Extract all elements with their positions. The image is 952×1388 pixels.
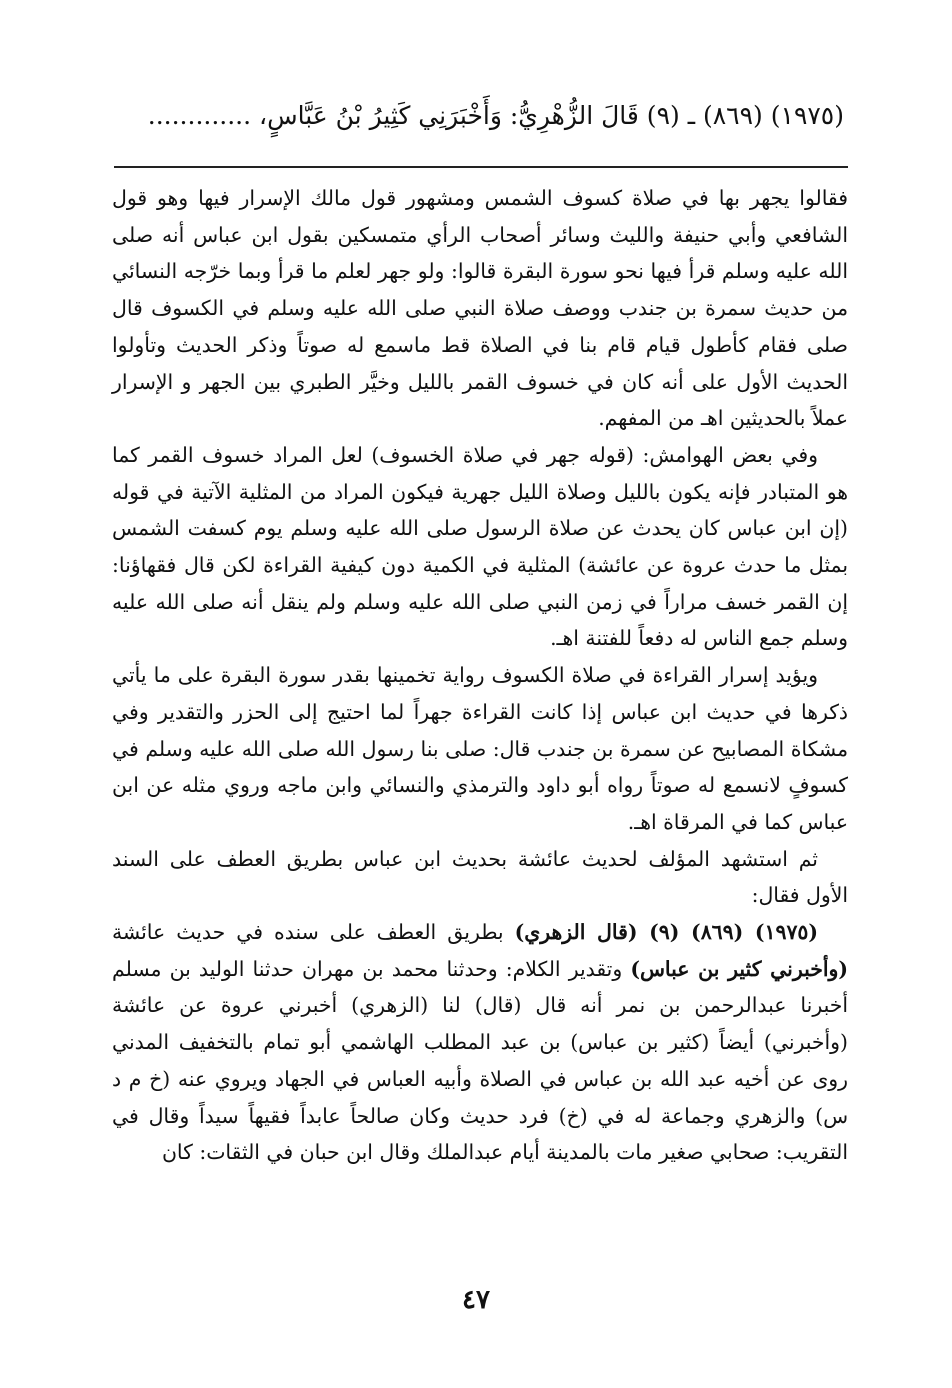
paragraph-5-text-a: بطريق العطف على سنده في حديث عائشة	[112, 920, 515, 945]
running-header	[124, 96, 844, 136]
page-number: ٤٧	[462, 1285, 490, 1315]
header-hadith-text: (١٩٧٥) (٨٦٩) ـ (٩) قَالَ الزُّهْرِيُّ: وَأَخْبَرَنِي كَثِيرُ بْنُ عَبَّاسٍ،	[259, 101, 844, 130]
commentary-body	[112, 180, 848, 1171]
paragraph-1: فقالوا يجهر بها في صلاة كسوف الشمس ومشهور قول مالك الإسرار فيها وهو قول الشافعي وأبي حنيفة والليث وسائر أصحاب الرأي متمسكين بقول ابن عباس أنه صلى الله عليه وسلم قرأ فيها نحو سورة البقرة قالوا: ولو جهر لعلم ما قرأ وبما خرّجه النسائي من حديث سمرة بن جندب ووصف صلاة النبي صلى الله عليه وسلم في الكسوف قال صلى فقام كأطول قيام قام بنا في الصلاة قط ماسمع له صوتاً وذكر الحديث وتأولوا الحديث الأول على أنه كان في خسوف القمر بالليل وخيَّر الطبري بين الجهر و الإسرار عملاً بالحديثين اهـ من المفهم.	[112, 186, 848, 431]
header-dots: .............	[147, 101, 252, 130]
header-divider	[114, 166, 848, 168]
hadith-reference-bold: (١٩٧٥) (٨٦٩) (٩) (قال الزهري)	[514, 920, 819, 945]
paragraph-3: ويؤيد إسرار القراءة في صلاة الكسوف رواية تخمينها بقدر سورة البقرة على ما يأتي ذكرها في حديث ابن عباس إذا كانت القراءة جهراً لما احتيج إلى الحزر والتقدير وفي مشكاة المصابيح عن سمرة بن جندب قال: صلى بنا رسول الله صلى الله عليه وسلم في كسوفٍ لانسمع له صوتاً رواه أبو داود والترمذي والنسائي وابن ماجه وروي مثله عن ابن عباس كما في المرقاة اهـ.	[112, 663, 848, 834]
narrator-phrase-bold: (وأخبرني كثير بن عباس)	[630, 956, 848, 981]
paragraph-5	[112, 914, 848, 1171]
paragraph-5-text-b: وتقدير الكلام: وحدثنا محمد بن مهران حدثنا الوليد بن مسلم أخبرنا عبدالرحمن بن نمر أنه قال (قال) لنا (الزهري) أخبرني عروة عن عائشة (وأخبرني) أيضاً (كثير بن عباس) بن عبد المطلب الهاشمي أبو تمام بالتخفيف المدني روى عن أخيه عبد الله بن عباس في الصلاة وأبيه العباس في الجهاد ويروي عنه (خ م د س) والزهري وجماعة له في (خ) فرد حديث وكان صالحاً عابداً فقيهاً سيداً وقال في التقريب: صحابي صغير مات بالمدينة أيام عبدالملك وقال ابن حبان في الثقات: كان	[112, 956, 848, 1165]
paragraph-2: وفي بعض الهوامش: (قوله جهر في صلاة الخسوف) لعل المراد خسوف القمر كما هو المتبادر فإنه يكون بالليل وصلاة الليل جهرية فيكون المراد من المثلية الآتية في قوله (إن ابن عباس كان يحدث عن صلاة الرسول صلى الله عليه وسلم يوم كسفت الشمس بمثل ما حدث عروة عن عائشة) المثلية في الكمية دون كيفية القراءة لكن قال فقهاؤنا: إن القمر خسف مراراً في زمن النبي صلى الله عليه وسلم ولم ينقل أنه صلى الله عليه وسلم جمع الناس له دفعاً للفتنة اهـ.	[112, 442, 848, 651]
paragraph-4: ثم استشهد المؤلف لحديث عائشة بحديث ابن عباس بطريق العطف على السند الأول فقال:	[112, 846, 848, 908]
